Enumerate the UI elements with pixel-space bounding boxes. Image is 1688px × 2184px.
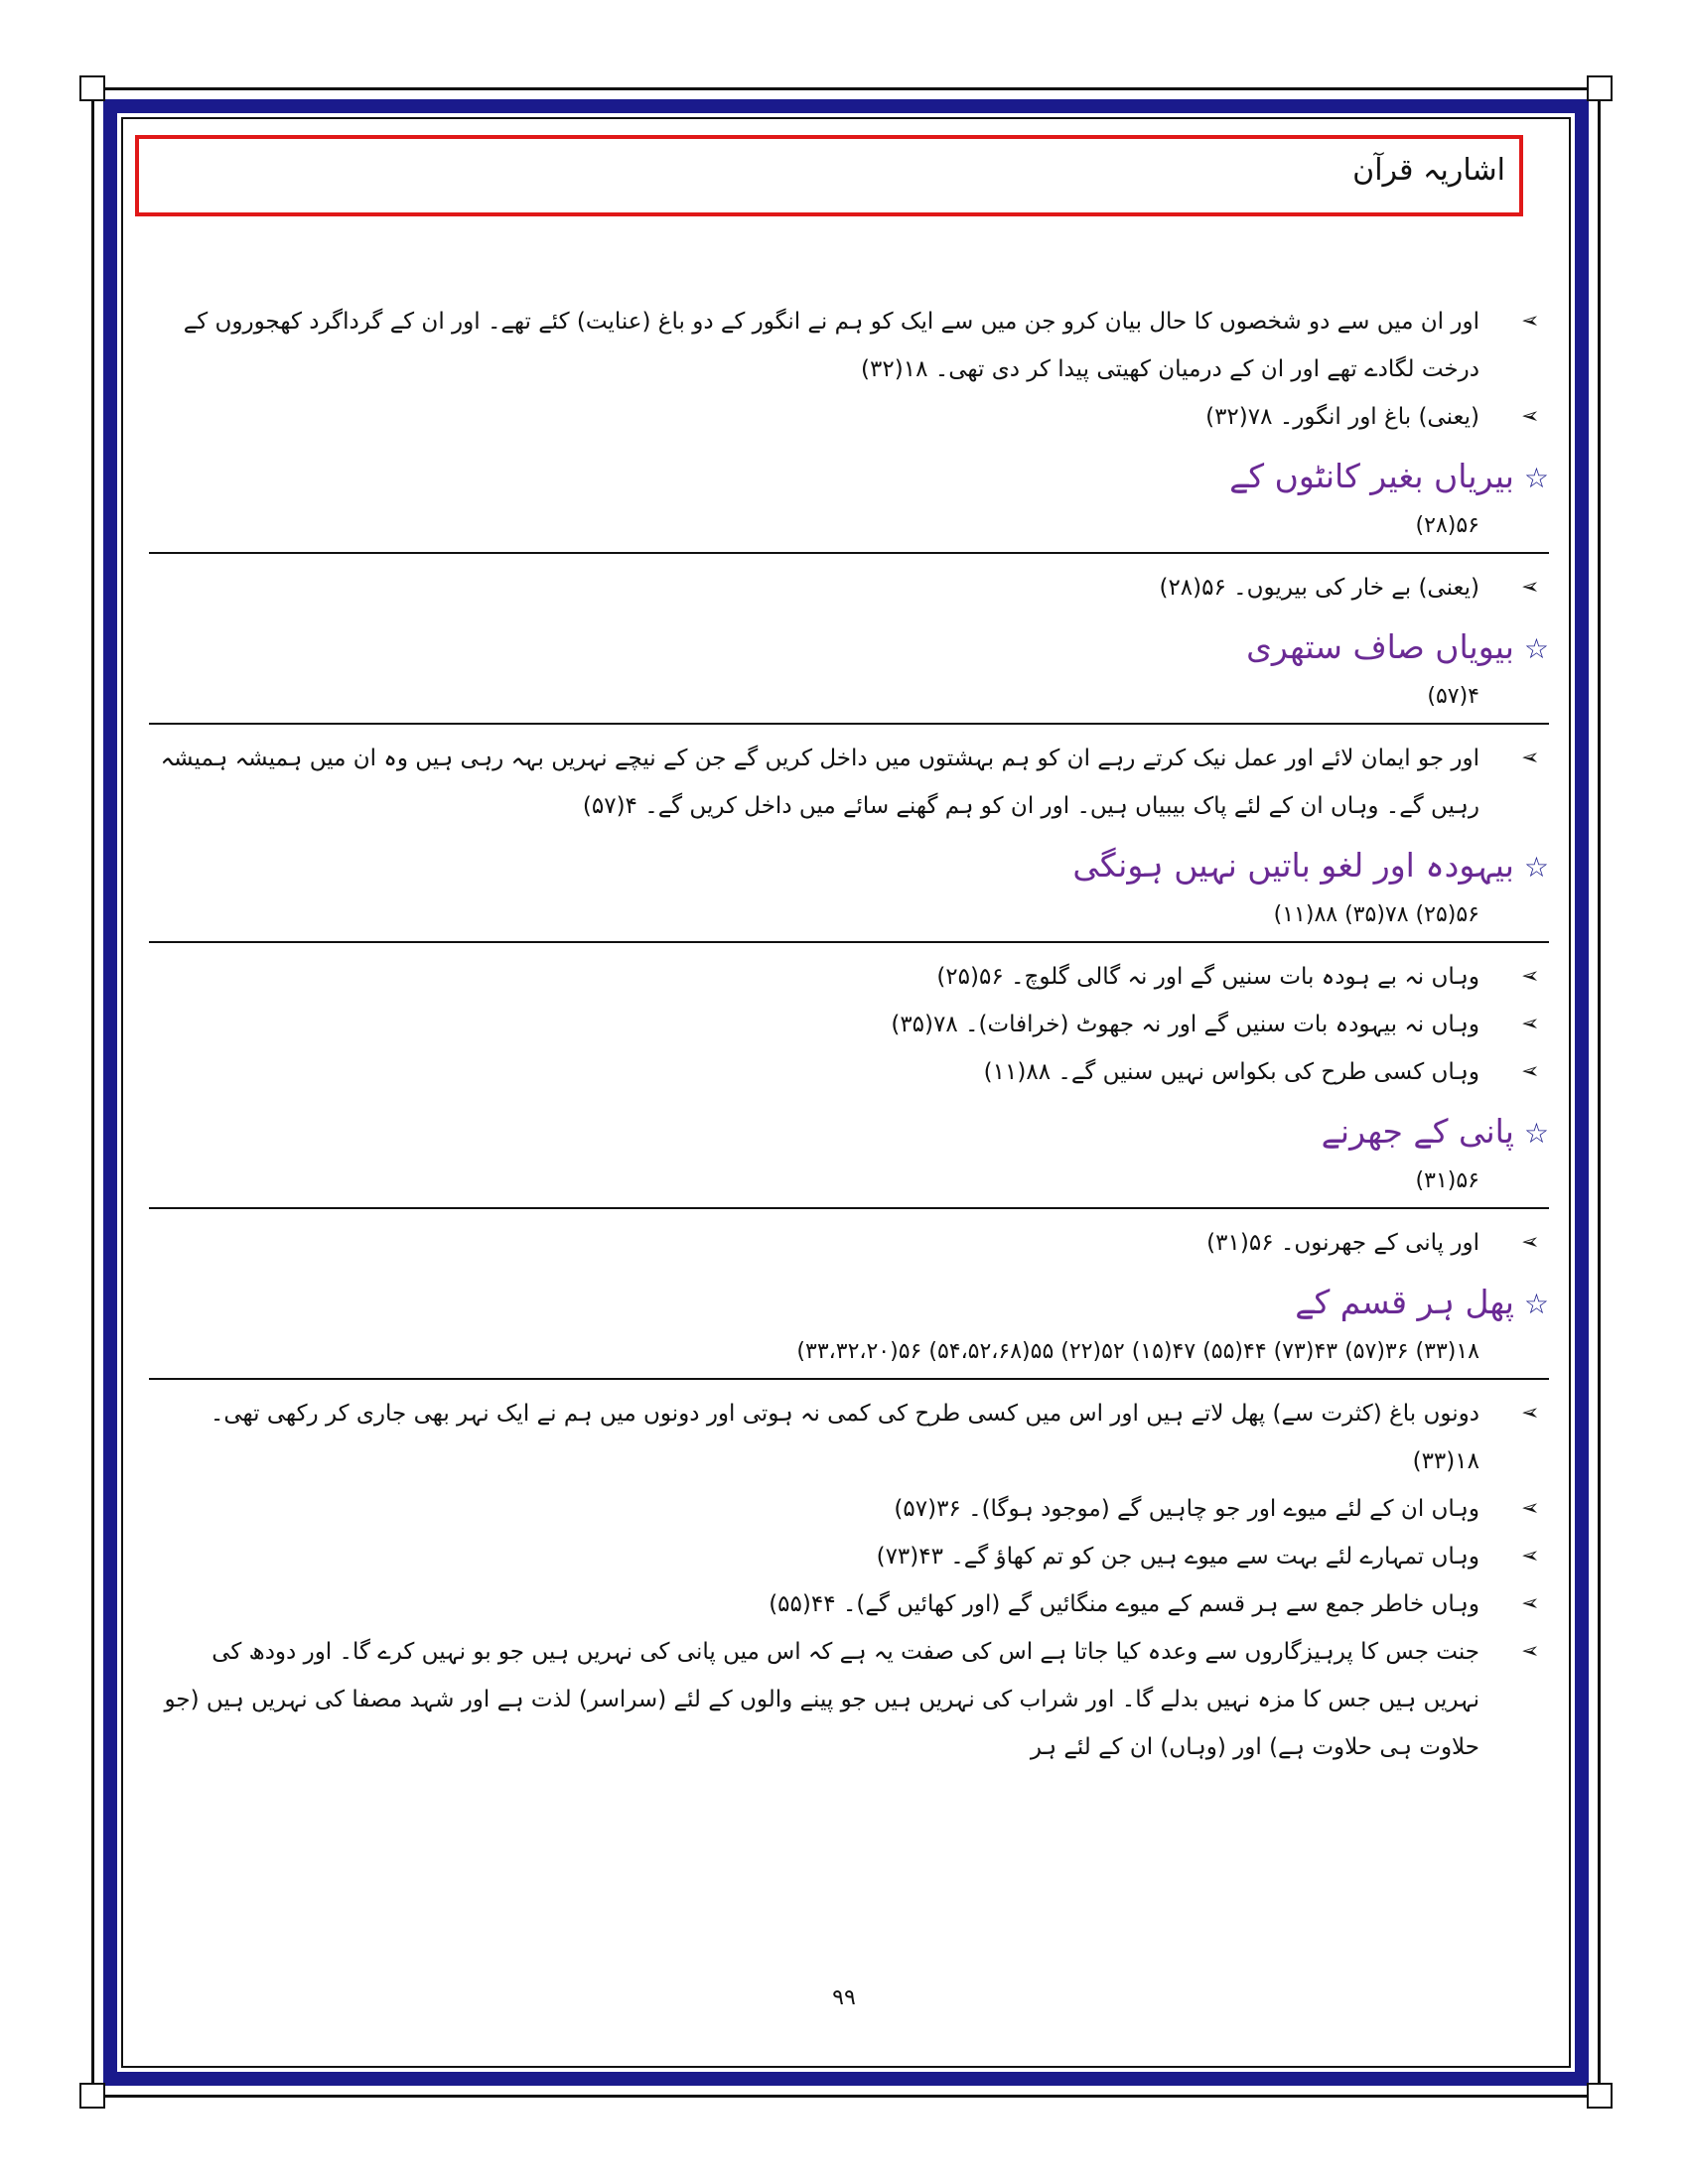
- list-item-text: وہاں ان کے لئے میوے اور جو چاہیں گے (موجود ہوگا)۔ ۳۶(۵۷): [894, 1496, 1479, 1522]
- list-item: [149, 1533, 1549, 1580]
- arrow-bullet-icon: ➢: [1520, 1012, 1539, 1036]
- list-item: [149, 1219, 1549, 1267]
- star-icon: ☆: [1523, 462, 1549, 494]
- section-heading: [149, 838, 1549, 895]
- list-item: [149, 1485, 1549, 1533]
- corner-ornament: [79, 75, 105, 101]
- verse-reference: ۴(۵۷): [1427, 684, 1479, 709]
- list-item-text: وہاں کسی طرح کی بکواس نہیں سنیں گے۔ ۸۸(۱۱): [983, 1059, 1479, 1085]
- list-item: [149, 735, 1549, 830]
- list-item: [149, 1580, 1549, 1628]
- list-item-text: اور پانی کے جھرنوں۔ ۵۶(۳۱): [1206, 1230, 1479, 1256]
- main-content: [149, 298, 1549, 1771]
- list-item-text: اور ان میں سے دو شخصوں کا حال بیان کرو جن میں سے ایک کو ہم نے انگور کے دو باغ (عنایت) کئے تھے۔ اور ان کے گرداگرد کھجوروں کے درخت لگادے تھے اور ان کے درمیان کھیتی پیدا کر دی تھی۔ ۱۸(۳۲): [183, 309, 1479, 382]
- arrow-bullet-icon: ➢: [1520, 1230, 1539, 1255]
- section-heading-text: پھل ہر قسم کے: [1295, 1283, 1514, 1321]
- page-number: ۹۹: [832, 1985, 856, 2010]
- corner-ornament: [1587, 2083, 1613, 2109]
- list-item-text: وہاں تمہارے لئے بہت سے میوے ہیں جن کو تم کھاؤ گے۔ ۴۳(۷۳): [876, 1544, 1479, 1570]
- star-icon: ☆: [1523, 851, 1549, 884]
- star-icon: ☆: [1523, 1288, 1549, 1320]
- section-heading: [149, 619, 1549, 677]
- list-item: [149, 1628, 1549, 1771]
- arrow-bullet-icon: ➢: [1520, 1544, 1539, 1569]
- section-heading-text: بیریاں بغیر کانٹوں کے: [1229, 457, 1514, 495]
- arrow-bullet-icon: ➢: [1520, 1496, 1539, 1521]
- list-item: [149, 393, 1549, 441]
- divider: [149, 1378, 1549, 1380]
- list-item-text: وہاں خاطر جمع سے ہر قسم کے میوے منگائیں گے (اور کھائیں گے)۔ ۴۴(۵۵): [769, 1591, 1479, 1617]
- list-item-text: وہاں نہ بے ہودہ بات سنیں گے اور نہ گالی گلوچ۔ ۵۶(۲۵): [936, 964, 1479, 990]
- arrow-bullet-icon: ➢: [1520, 1639, 1539, 1664]
- section-heading-text: پانی کے جھرنے: [1321, 1112, 1514, 1151]
- section-heading: [149, 1275, 1549, 1332]
- list-item: [149, 1001, 1549, 1048]
- divider: [149, 941, 1549, 943]
- star-icon: ☆: [1523, 632, 1549, 665]
- arrow-bullet-icon: ➢: [1520, 746, 1539, 770]
- divider: [149, 1207, 1549, 1209]
- list-item-text: وہاں نہ بیہودہ بات سنیں گے اور نہ جھوٹ (خرافات)۔ ۷۸(۳۵): [891, 1012, 1479, 1037]
- list-item: [149, 564, 1549, 612]
- section-heading: [149, 1104, 1549, 1161]
- page-header-title: اشاریہ قرآن: [1352, 153, 1505, 188]
- list-item: [149, 953, 1549, 1001]
- list-item-text: دونوں باغ (کثرت سے) پھل لاتے ہیں اور اس میں کسی طرح کی کمی نہ ہوتی اور دونوں میں ہم نے ایک نہر بھی جاری کر رکھی تھی۔ ۱۸(۳۳): [210, 1401, 1479, 1474]
- arrow-bullet-icon: ➢: [1520, 1591, 1539, 1616]
- arrow-bullet-icon: ➢: [1520, 964, 1539, 989]
- list-item: [149, 1048, 1549, 1096]
- section-heading-text: بیویاں صاف ستھری: [1246, 627, 1514, 666]
- header-box: [135, 135, 1523, 216]
- list-item: [149, 298, 1549, 393]
- arrow-bullet-icon: ➢: [1520, 404, 1539, 429]
- verse-reference: ۵۶(۳۱): [1415, 1168, 1479, 1193]
- list-item-text: (یعنی) باغ اور انگور۔ ۷۸(۳۲): [1205, 404, 1479, 430]
- verse-reference: ۵۶(۲۸): [1415, 513, 1479, 538]
- divider: [149, 723, 1549, 725]
- star-icon: ☆: [1523, 1117, 1549, 1150]
- list-item-text: اور جو ایمان لائے اور عمل نیک کرتے رہے ان کو ہم بہشتوں میں داخل کریں گے جن کے نیچے نہریں بہہ رہی ہیں وہ ان میں ہمیشہ ہمیشہ رہیں گے۔ وہاں ان کے لئے پاک بیبیاں ہیں۔ اور ان کو ہم گھنے سائے میں داخل کریں گے۔ ۴(۵۷): [160, 746, 1479, 819]
- divider: [149, 552, 1549, 554]
- verse-reference: ۵۶(۲۵) ۷۸(۳۵) ۸۸(۱۱): [1273, 902, 1479, 927]
- section-heading-text: بیہودہ اور لغو باتیں نہیں ہونگی: [1072, 846, 1514, 885]
- arrow-bullet-icon: ➢: [1520, 1401, 1539, 1426]
- arrow-bullet-icon: ➢: [1520, 575, 1539, 600]
- list-item: [149, 1390, 1549, 1485]
- section-heading: [149, 449, 1549, 506]
- arrow-bullet-icon: ➢: [1520, 1059, 1539, 1084]
- corner-ornament: [1587, 75, 1613, 101]
- list-item-text: (یعنی) بے خار کی بیریوں۔ ۵۶(۲۸): [1159, 575, 1479, 601]
- arrow-bullet-icon: ➢: [1520, 309, 1539, 334]
- corner-ornament: [79, 2083, 105, 2109]
- list-item-text: جنت جس کا پرہیزگاروں سے وعدہ کیا جاتا ہے اس کی صفت یہ ہے کہ اس میں پانی کی نہریں ہیں جو بو نہیں کرے گا۔ اور دودھ کی نہریں ہیں جس کا مزہ نہیں بدلے گا۔ اور شراب کی نہریں ہیں جو پینے والوں کے لئے (سراسر) لذت ہے اور شہد مصفا کی نہریں ہیں (جو حلاوت ہی حلاوت ہے) اور (وہاں) ان کے لئے ہر: [164, 1639, 1479, 1760]
- verse-reference: ۱۸(۳۳) ۳۶(۵۷) ۴۳(۷۳) ۴۴(۵۵) ۴۷(۱۵) ۵۲(۲۲) ۵۵(۵۴،۵۲،۶۸) ۵۶(۳۳،۳۲،۲۰): [796, 1339, 1479, 1364]
